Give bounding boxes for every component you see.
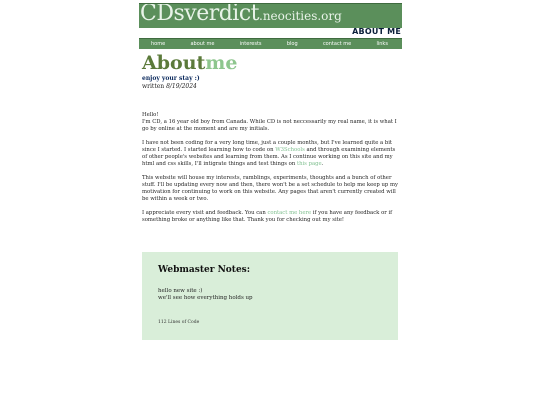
coding-text-3: . — [321, 161, 324, 167]
nav-contact-me[interactable]: contact me — [322, 41, 352, 47]
test-page-link[interactable]: this page — [296, 161, 322, 167]
nav-links[interactable]: links — [376, 41, 388, 47]
w3schools-link[interactable]: W3Schools — [275, 147, 305, 153]
site-purpose-paragraph: This website will house my interests, ramblings, experiments, thoughts and a bunch of other stuff. I'll be updating every now and then, there won't be a set schedule to help me keep up my motivation for continuing to work on this website. Any pages that aren't currently created will be within a week or two. — [142, 175, 398, 202]
nav-home[interactable]: home — [151, 41, 166, 47]
greeting: Hello! — [142, 112, 159, 118]
nav-about-me[interactable]: about me — [190, 41, 215, 47]
site-banner — [139, 3, 402, 28]
intro-text: I'm CD, a 16 year old boy from Canada. While CD is not neccessarily my real name, it is what I go by online at the moment and are my initials. — [142, 119, 397, 132]
contact-link[interactable]: contact me here — [267, 210, 312, 216]
about-content — [142, 112, 400, 231]
written-label: written — [142, 83, 165, 90]
nav-blog[interactable]: blog — [286, 41, 298, 47]
written-date-line — [142, 83, 197, 90]
page-title-me: me — [205, 52, 238, 74]
page-label-bar — [139, 28, 402, 39]
main-nav — [139, 39, 402, 49]
feedback-paragraph — [142, 210, 400, 224]
note-line-1: hello new site :) — [158, 288, 203, 294]
tagline: enjoy your stay :) — [142, 75, 200, 82]
nav-interests[interactable]: interests — [239, 41, 262, 47]
written-date: 8/19/2024 — [166, 83, 197, 90]
webmaster-notes-title: Webmaster Notes: — [158, 265, 251, 275]
logo-main-text: CDsverdict — [140, 3, 260, 26]
intro-paragraph — [142, 112, 400, 133]
note-line-2: we'll see how everything holds up — [158, 295, 253, 301]
page-title-about: About — [142, 52, 206, 74]
coding-text-2: and through examining elements of other people's websites and learning from them. As I continue working on this site and my html and css skills, I'll intigrate things and test things on — [142, 147, 396, 167]
lines-of-code: 112 Lines of Code — [158, 320, 200, 325]
page-title — [142, 51, 238, 75]
logo-domain-text: .neocities.org — [259, 9, 342, 23]
feedback-text-2: if you have any feedback or if something broke or anything like that. Thank you for checking out my site! — [142, 210, 393, 223]
feedback-text-1: I appreciate every visit and feedback. You can — [142, 210, 268, 216]
coding-text-1: I have not been coding for a very long time, just a couple months, but I've learned quite a bit since I started. I started learning how to code on — [142, 140, 393, 153]
site-logo[interactable] — [140, 3, 342, 26]
page-label: ABOUT ME — [352, 27, 401, 36]
site-header — [139, 3, 402, 49]
coding-paragraph — [142, 140, 400, 168]
webmaster-notes — [142, 252, 398, 340]
